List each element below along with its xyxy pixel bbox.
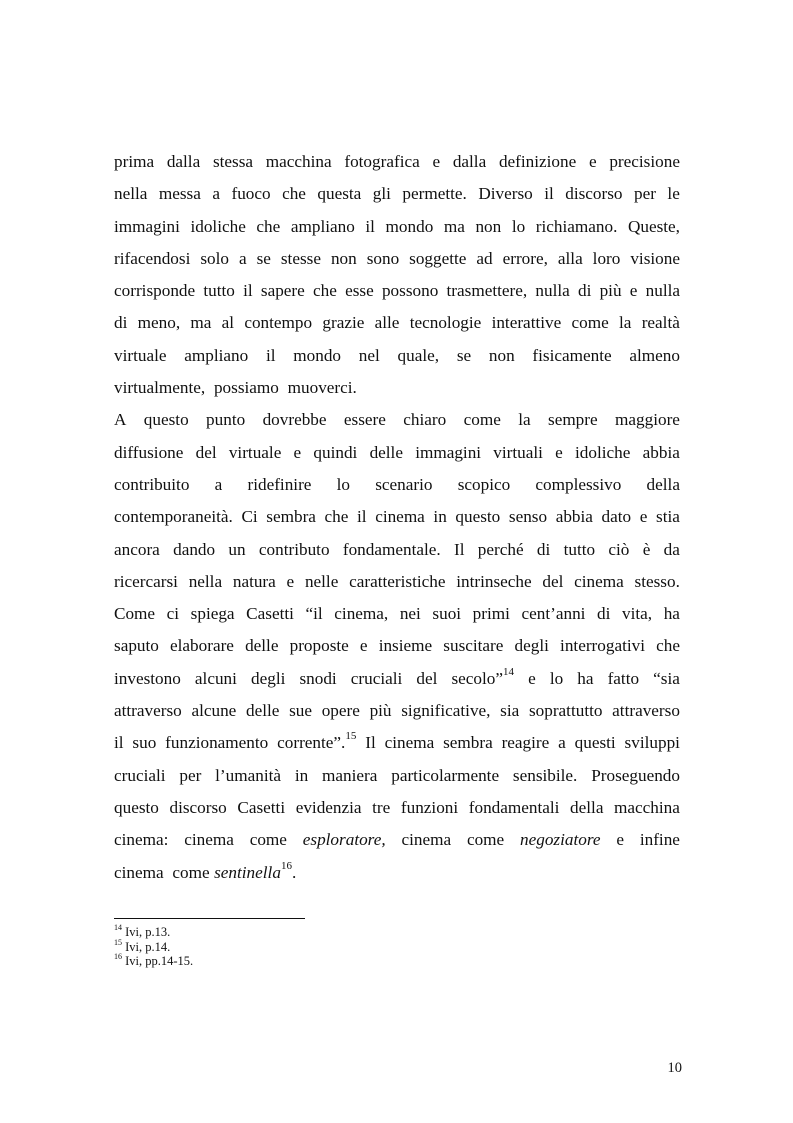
word: Queste, (627, 216, 680, 236)
word: senso (508, 507, 548, 527)
word: questi (574, 733, 616, 753)
word: investono (114, 668, 181, 688)
word: fisicamente (532, 345, 612, 365)
word: chiaro (403, 410, 447, 430)
word: A (114, 410, 127, 430)
word: idoliche (575, 442, 631, 462)
word: della (646, 474, 680, 494)
word: gli (372, 184, 391, 204)
footnote-ref-16[interactable]: 16 (280, 859, 292, 872)
word: e (616, 830, 624, 850)
word: Casetti (246, 604, 294, 624)
word: suoi (432, 604, 462, 624)
word: ricercarsi (114, 571, 178, 591)
word: virtuali (493, 442, 543, 462)
word: per (179, 765, 202, 785)
text-line (114, 275, 680, 307)
word: opere (321, 701, 360, 721)
word: reagire (501, 733, 550, 753)
word: idoliche (190, 216, 246, 236)
word: della (570, 797, 604, 817)
word: il (357, 507, 367, 527)
word: almeno (629, 345, 680, 365)
word: lo (511, 216, 526, 236)
word: tre (372, 797, 391, 817)
word: di (114, 313, 128, 333)
word: come (249, 830, 287, 850)
word: il (265, 345, 276, 365)
word: delle (246, 701, 280, 721)
word: soggette (409, 248, 467, 268)
word: come (466, 830, 505, 850)
word: stia (656, 507, 680, 527)
word: interrogativi (560, 636, 646, 656)
word: elaborare (170, 636, 234, 656)
word: ma (190, 313, 212, 333)
word: cinema (375, 507, 425, 527)
word: Casetti (237, 797, 286, 817)
word: contribuito (114, 474, 190, 494)
text-line (114, 372, 680, 404)
word: non (330, 248, 357, 268)
word: per (634, 184, 656, 204)
word: questo (455, 507, 501, 527)
word: stessa (212, 152, 254, 171)
word: ampliano (290, 216, 355, 236)
word: cinema (401, 830, 452, 850)
word: funzionamento (165, 733, 269, 753)
word: dato (601, 507, 632, 527)
word: contributo (258, 539, 330, 559)
word: cruciali (114, 765, 166, 785)
word: la (518, 410, 531, 430)
word: un (228, 539, 246, 559)
word: punto (206, 410, 246, 430)
word: ad (476, 248, 493, 268)
word: insieme (378, 636, 433, 656)
text-line (114, 469, 680, 501)
word: lo (549, 668, 564, 688)
word: precisione (609, 152, 680, 171)
word: possono (381, 281, 439, 301)
word: fuoco (231, 184, 271, 204)
word: ridefinire (247, 474, 312, 494)
word: di (597, 604, 611, 624)
word: natura (232, 571, 276, 591)
word: nei (399, 604, 421, 624)
word: di (577, 281, 592, 301)
word: alcuni (194, 668, 237, 688)
word: snodi (299, 668, 337, 688)
word: attraverso (612, 701, 680, 721)
word: dando (173, 539, 216, 559)
word: stesse (280, 248, 321, 268)
word: “sia (653, 668, 680, 688)
word: cinema (184, 830, 234, 850)
word: maggiore (615, 410, 680, 430)
footnote-ref-15[interactable]: 15 (345, 730, 357, 743)
word: e (528, 668, 536, 688)
word: cinema (574, 571, 624, 591)
word: corrisponde (114, 281, 196, 301)
word: dovrebbe (262, 410, 327, 430)
italic-term: negoziatore (520, 830, 601, 850)
word: stesso. (634, 571, 680, 591)
word: il (544, 184, 554, 204)
word: tecnologie (409, 313, 482, 333)
word: alle (374, 313, 400, 333)
word: dalla (166, 152, 201, 171)
text-line (114, 243, 680, 275)
word (451, 663, 514, 695)
text-line (114, 695, 680, 727)
word: nella (114, 184, 148, 204)
word: spiega (190, 604, 235, 624)
word: esse (345, 281, 374, 301)
word: macchina (265, 152, 332, 171)
word: come (172, 862, 210, 882)
footnote-text: Ivi, pp.14-15. (125, 954, 194, 968)
word: nulla (535, 281, 570, 301)
word: meno, (137, 313, 181, 333)
word: al (221, 313, 235, 333)
word: Come (114, 604, 156, 624)
word: maniera (322, 765, 378, 785)
word: possiamo (213, 378, 279, 398)
word: che (324, 507, 349, 527)
word: a (558, 733, 566, 753)
word: l’umanità (215, 765, 282, 785)
word: Il (454, 539, 465, 559)
text-line (114, 307, 680, 339)
word: Diverso (478, 184, 533, 204)
word: “il (305, 604, 323, 624)
word: a (214, 474, 223, 494)
footnote-15 (114, 937, 193, 955)
word: richiamano. (535, 216, 618, 236)
word: Ci (241, 507, 258, 527)
word: vita, (622, 604, 653, 624)
word-text: corrente”. (277, 733, 346, 753)
word: attraverso (114, 701, 182, 721)
word: sempre (548, 410, 598, 430)
word: e (639, 507, 648, 527)
word: ciò (608, 539, 630, 559)
word: discorso (565, 184, 623, 204)
word: sembra (266, 507, 316, 527)
word: che (656, 636, 680, 656)
word: le (667, 184, 680, 204)
word: interattive (491, 313, 562, 333)
word: nulla (645, 281, 680, 301)
word: se (256, 248, 271, 268)
word: e (432, 152, 441, 171)
text-line (114, 501, 680, 533)
word: muoverci. (287, 378, 357, 398)
body-text (114, 146, 680, 889)
word: intrinseche (456, 571, 532, 591)
word: essere (343, 410, 386, 430)
word: alcune (191, 701, 237, 721)
word: questo (114, 797, 159, 817)
word: e (359, 636, 368, 656)
footnote-divider (114, 918, 305, 919)
word: messa (158, 184, 201, 204)
word: definizione (498, 152, 577, 171)
word: ancora (114, 539, 160, 559)
word: loro (592, 248, 621, 268)
word: infine (639, 830, 680, 850)
word: del (416, 668, 438, 688)
word: e (629, 281, 638, 301)
word (277, 727, 356, 759)
word: cinema: (114, 830, 169, 850)
word: ci (166, 604, 180, 624)
word: non (488, 345, 515, 365)
word: che (282, 184, 306, 204)
word: errore, (502, 248, 548, 268)
word: realtà (641, 313, 680, 333)
text-line (114, 211, 680, 243)
word: a (238, 248, 247, 268)
word: degli (514, 636, 549, 656)
text-line (114, 598, 680, 630)
word: sensibile. (512, 765, 578, 785)
italic-term: sentinella (214, 862, 281, 882)
word: trasmettere, (446, 281, 528, 301)
word: suscitare (443, 636, 504, 656)
text-line (114, 760, 680, 792)
word: immagini (415, 442, 482, 462)
footnote-16 (114, 954, 193, 969)
word: soprattutto (528, 701, 603, 721)
word: complessivo (535, 474, 622, 494)
word: virtuale (228, 442, 282, 462)
word: nella (188, 571, 223, 591)
word: il (365, 216, 375, 236)
word: mondo (385, 216, 434, 236)
word: quale, (397, 345, 440, 365)
word: la (619, 313, 632, 333)
word: . (291, 862, 297, 882)
word: tutto (563, 539, 596, 559)
word: perché (477, 539, 524, 559)
word: sembra (443, 733, 493, 753)
word: più (369, 701, 392, 721)
word: che (313, 281, 337, 301)
word: dalla (452, 152, 487, 171)
footnote-number: 14 (114, 923, 122, 933)
word: abbia (555, 507, 593, 527)
word: sviluppi (624, 733, 680, 753)
word: contemporaneità. (114, 507, 233, 527)
text-line (114, 404, 680, 436)
word: lo (336, 474, 351, 494)
word: particolarmente (391, 765, 500, 785)
word: Proseguendo (591, 765, 680, 785)
word: e (588, 152, 597, 171)
text-line (114, 792, 680, 824)
word: che (256, 216, 281, 236)
word: visione (630, 248, 680, 268)
word: scopico (457, 474, 511, 494)
word: e (286, 571, 295, 591)
word: fatto (607, 668, 640, 688)
word: permette. (402, 184, 467, 204)
word: funzioni (400, 797, 459, 817)
footnote-number: 15 (114, 937, 122, 947)
word: virtuale (114, 345, 167, 365)
word: tutto (203, 281, 235, 301)
word-text: secolo” (451, 668, 504, 688)
word: evidenzia (295, 797, 362, 817)
word: discorso (169, 797, 227, 817)
text-line (114, 824, 680, 856)
word: questo (143, 410, 189, 430)
word: virtualmente, (114, 378, 206, 398)
word: scenario (375, 474, 433, 494)
word: del (195, 442, 217, 462)
word: delle (369, 442, 403, 462)
word: in (294, 765, 309, 785)
word: fondamentali (468, 797, 560, 817)
word: fotografica (344, 152, 420, 171)
footnote-text: Ivi, p.14. (125, 939, 171, 954)
footnote-ref-14[interactable]: 14 (503, 665, 515, 678)
word: ha (663, 604, 680, 624)
word: alla (557, 248, 583, 268)
word: nelle (304, 571, 339, 591)
footnote-14 (114, 925, 193, 940)
word: solo (200, 248, 229, 268)
word: nel (358, 345, 380, 365)
word: sapere (260, 281, 305, 301)
word: più (599, 281, 622, 301)
text-line (114, 727, 680, 759)
word: primi (472, 604, 510, 624)
word: cinema (384, 733, 435, 753)
word: e (555, 442, 563, 462)
word: suo (132, 733, 157, 753)
word: sia (500, 701, 520, 721)
word: ma (443, 216, 465, 236)
word: come (571, 313, 609, 333)
word: in (433, 507, 447, 527)
word: sono (366, 248, 400, 268)
text-line (114, 566, 680, 598)
footnotes (114, 925, 193, 969)
word: il (243, 281, 253, 301)
text-line (114, 437, 680, 469)
word: cruciali (350, 668, 403, 688)
word: cent’anni (521, 604, 586, 624)
word: questa (317, 184, 362, 204)
word: rifacendosi (114, 248, 191, 268)
text-line (114, 630, 680, 662)
word: a (212, 184, 220, 204)
word: del (542, 571, 564, 591)
word: di (536, 539, 551, 559)
word: il (114, 733, 124, 753)
word: e (293, 442, 302, 462)
word: da (663, 539, 680, 559)
word: se (456, 345, 472, 365)
word: cinema, (334, 604, 389, 624)
italic-term: esploratore, (302, 830, 386, 850)
text-line (114, 146, 680, 178)
footnote-number: 16 (114, 952, 122, 962)
word: significative, (401, 701, 491, 721)
word: abbia (642, 442, 680, 462)
word: contempo (244, 313, 313, 333)
word: fondamentale. (342, 539, 441, 559)
text-line (114, 178, 680, 210)
word: è (642, 539, 651, 559)
word: cinema (114, 862, 164, 882)
word: macchina (614, 797, 680, 817)
word: ha (577, 668, 594, 688)
footnote-text: Ivi, p.13. (125, 925, 171, 939)
word: mondo (293, 345, 342, 365)
word: degli (251, 668, 286, 688)
word: diffusione (114, 442, 184, 462)
word: caratteristiche (349, 571, 446, 591)
text-line (114, 340, 680, 372)
word: come (463, 410, 501, 430)
word: prima (114, 152, 155, 171)
word: saputo (114, 636, 159, 656)
text-line (114, 534, 680, 566)
word: non (475, 216, 502, 236)
word: grazie (322, 313, 365, 333)
word: ampliano (184, 345, 249, 365)
text-line (114, 857, 680, 889)
word: Il (365, 733, 376, 753)
word: immagini (114, 216, 180, 236)
page-number: 10 (667, 1060, 682, 1076)
word: quindi (313, 442, 358, 462)
word: delle (245, 636, 279, 656)
word: proposte (289, 636, 349, 656)
word: sue (289, 701, 313, 721)
text-line (114, 663, 680, 695)
